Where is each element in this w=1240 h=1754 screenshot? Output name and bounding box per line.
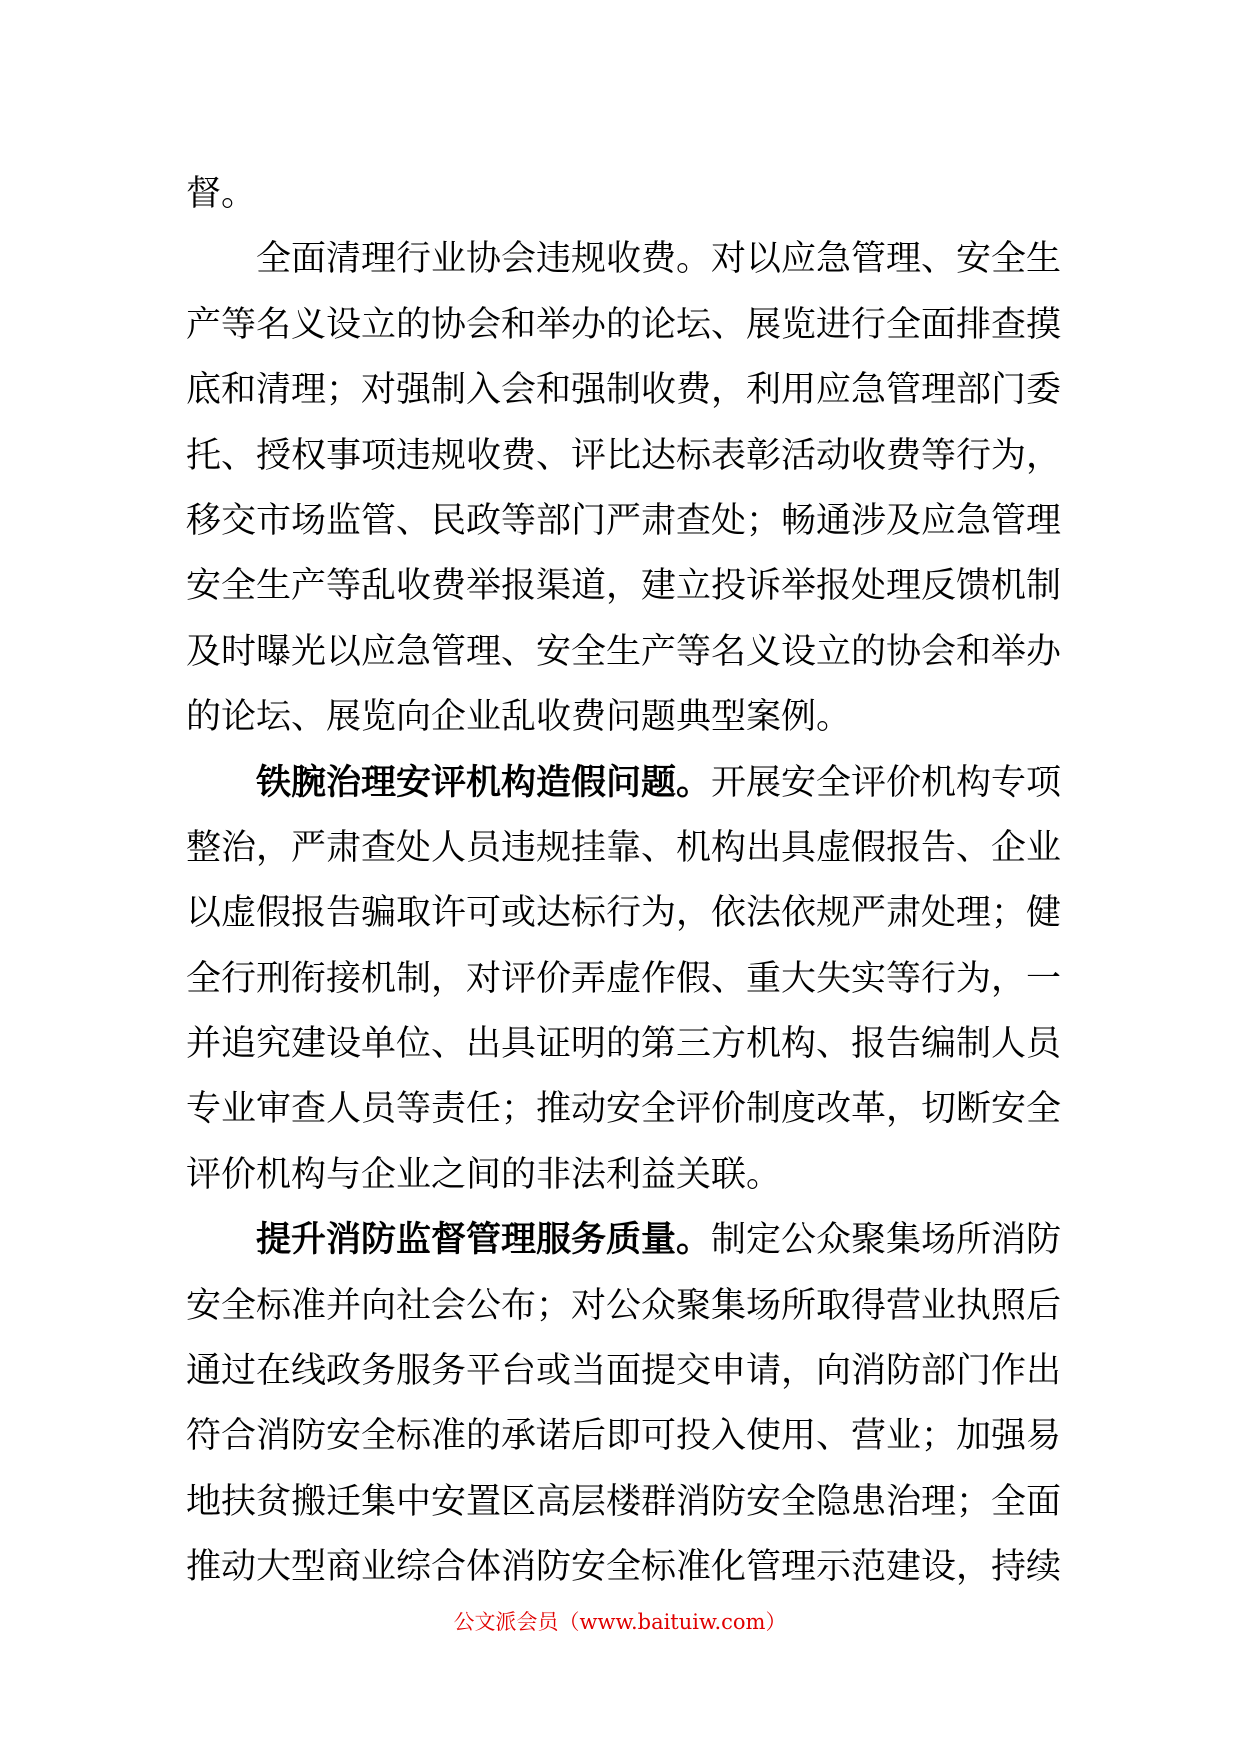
paragraph-first-line — [186, 751, 1062, 816]
text-line: 通过在线政务服务平台或当面提交申请，向消防部门作出 — [186, 1351, 1062, 1392]
text-line: 托、授权事项违规收费、评比达标表彰活动收费等行为， — [186, 435, 1062, 476]
text-line: 专业审查人员等责任；推动安全评价制度改革，切断安全 — [186, 1089, 1062, 1130]
text-line: 并追究建设单位、出具证明的第三方机构、报告编制人员 — [186, 1024, 1062, 1065]
text-line: 的论坛、展览向企业乱收费问题典型案例。 — [186, 697, 852, 738]
text-line: 地扶贫搬迁集中安置区高层楼群消防安全隐患治理；全面 — [186, 1481, 1062, 1522]
text-line: 底和清理；对强制入会和强制收费，利用应急管理部门委 — [186, 370, 1062, 411]
text-line: 移交市场监管、民政等部门严肃查处；畅通涉及应急管理 — [186, 500, 1062, 541]
paragraph-text: 制定公众聚集场所消防 — [711, 1220, 1062, 1261]
text-line: 产等名义设立的协会和举办的论坛、展览进行全面排查摸 — [186, 304, 1062, 345]
text-line: 推动大型商业综合体消防安全标准化管理示范建设，持续 — [186, 1547, 1062, 1588]
text-line: 安全标准并向社会公布；对公众聚集场所取得营业执照后 — [186, 1285, 1062, 1326]
paragraph-text: 开展安全评价机构专项 — [711, 762, 1062, 803]
paragraph-first-line — [186, 1208, 1062, 1273]
document-body — [186, 162, 1062, 1601]
paragraph-heading: 铁腕治理安评机构造假问题。 — [256, 762, 712, 803]
text-line: 整治，严肃查处人员违规挂靠、机构出具虚假报告、企业 — [186, 827, 1062, 868]
text-line: 全行刑衔接机制，对评价弄虚作假、重大失实等行为，一 — [186, 958, 1062, 999]
text-line: 及时曝光以应急管理、安全生产等名义设立的协会和举办 — [186, 631, 1062, 672]
footer-watermark: 公文派会员（www.baituiw.com） — [453, 1610, 787, 1634]
text-line: 督。 — [186, 174, 257, 214]
text-line: 安全生产等乱收费举报渠道，建立投诉举报处理反馈机制 — [186, 566, 1062, 607]
text-line: 以虚假报告骗取许可或达标行为，依法依规严肃处理；健 — [186, 893, 1062, 934]
paragraph-first-line: 全面清理行业协会违规收费。对以应急管理、安全生 — [256, 239, 1062, 280]
paragraph-heading: 提升消防监督管理服务质量。 — [256, 1220, 712, 1261]
text-line: 评价机构与企业之间的非法利益关联。 — [186, 1154, 782, 1195]
text-line: 符合消防安全标准的承诺后即可投入使用、营业；加强易 — [186, 1416, 1062, 1457]
